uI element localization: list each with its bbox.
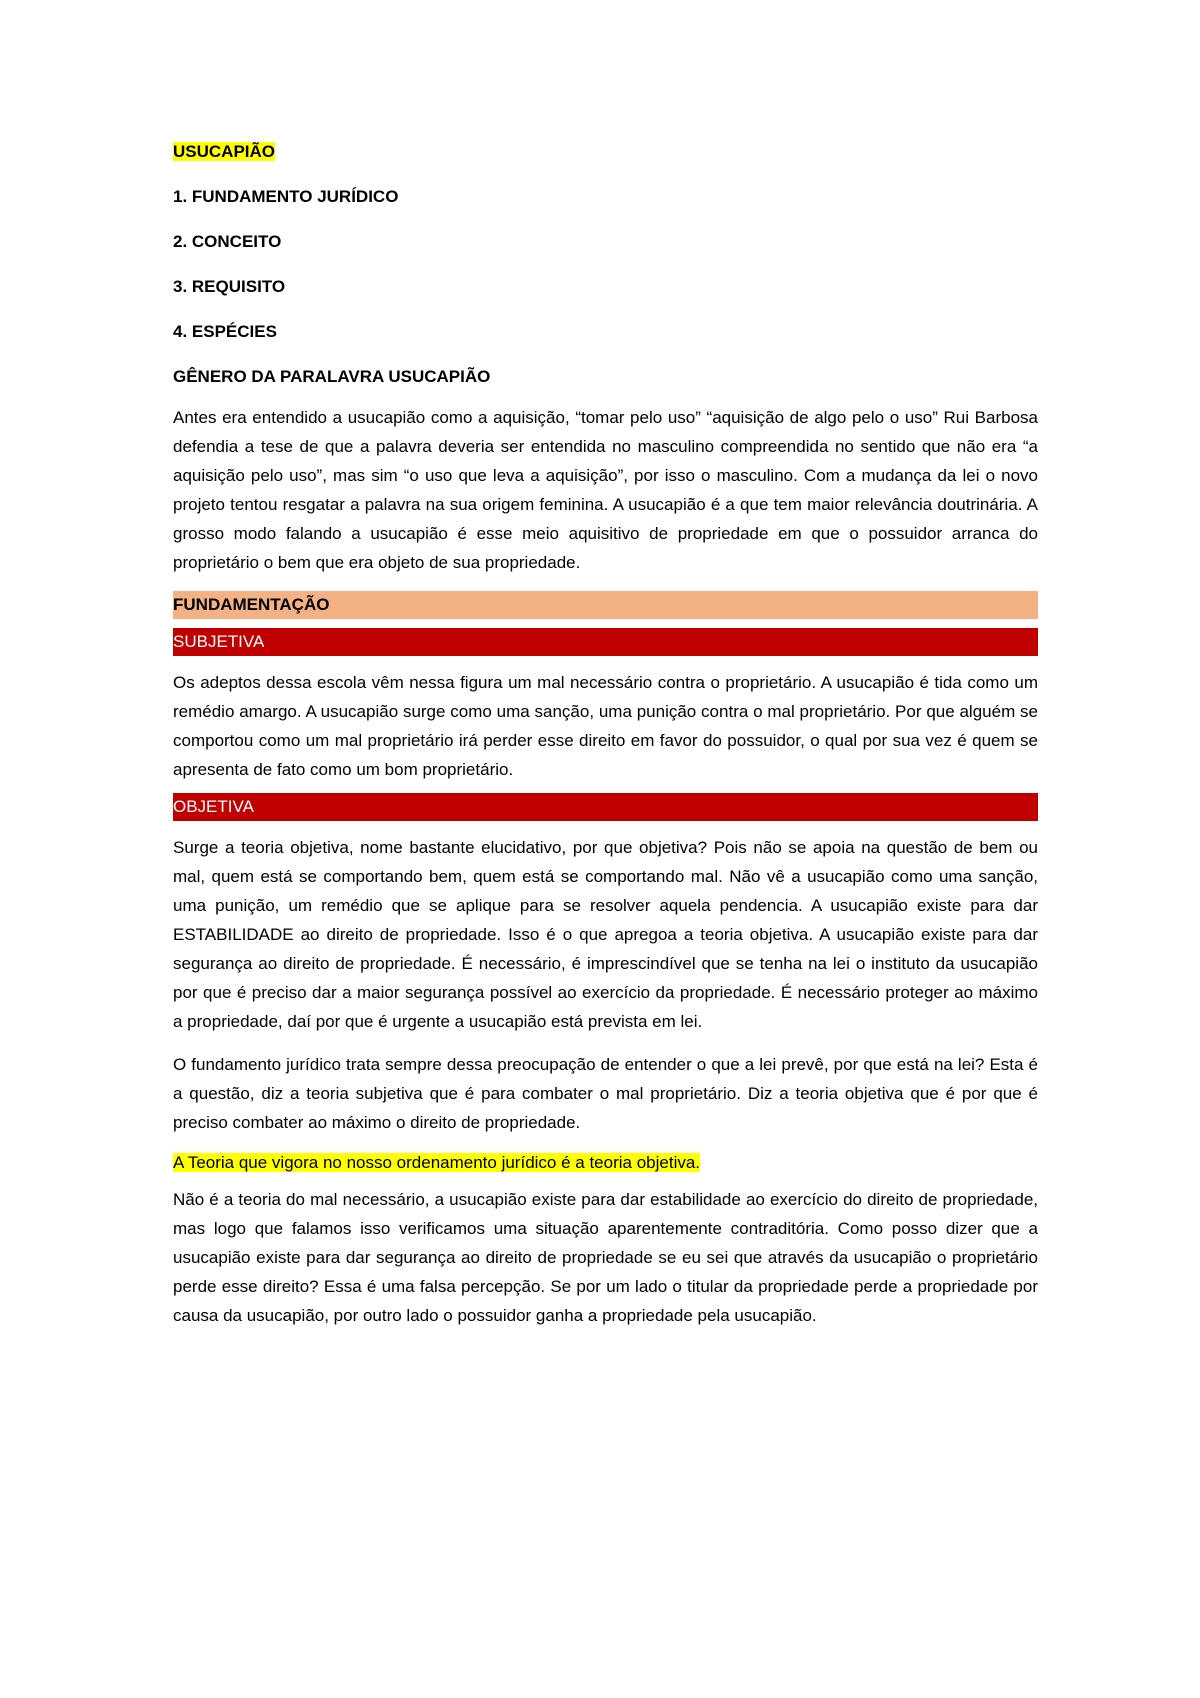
outline-item-2: 2. CONCEITO — [173, 232, 282, 251]
objetiva-paragraph-3: Não é a teoria do mal necessário, a usucapião existe para dar estabilidade ao exercício do direito de propriedade, mas logo que falamos isso verificamos uma situação aparentemente contraditória. Como posso dizer que a usucapião existe para dar segurança ao direito de propriedade se eu sei que através da usucapião o proprietário perde esse direito? Essa é uma falsa percepção. Se por um lado o titular da propriedade perde a propriedade por causa da usucapião, por outro lado o possuidor ganha a propriedade pela usucapião. — [173, 1190, 1038, 1325]
objetiva-paragraph-2: O fundamento jurídico trata sempre dessa preocupação de entender o que a lei prevê, por que está na lei? Esta é a questão, diz a teoria subjetiva que é para combater o mal proprietário. Diz a teoria objetiva que é por que é preciso combater ao máximo o direito de propriedade. — [173, 1055, 1038, 1132]
outline-item-4: 4. ESPÉCIES — [173, 322, 277, 341]
genero-heading: GÊNERO DA PARALAVRA USUCAPIÃO — [173, 367, 491, 386]
teoria-vigente-highlight: A Teoria que vigora no nosso ordenamento jurídico é a teoria objetiva. — [173, 1153, 701, 1172]
objetiva-paragraph-1: Surge a teoria objetiva, nome bastante elucidativo, por que objetiva? Pois não se apoia na questão de bem ou mal, quem está se comportando bem, quem está se comportando mal. Não vê a usucapião como uma sanção, uma punição, um remédio que se aplique para se resolver aquela pendencia. A usucapião existe para dar ESTABILIDADE ao direito de propriedade. Isso é o que apregoa a teoria objetiva. A usucapião existe para dar segurança ao direito de propriedade. É necessário, é imprescindível que se tenha na lei o instituto da usucapião por que é preciso dar a maior segurança possível ao exercício da propriedade. É necessário proteger ao máximo a propriedade, daí por que é urgente a usucapião está prevista em lei. — [173, 838, 1038, 1031]
document-page — [173, 140, 1038, 1339]
outline-item-1: 1. FUNDAMENTO JURÍDICO — [173, 187, 399, 206]
title-highlight: USUCAPIÃO — [173, 142, 276, 161]
subjetiva-heading-bar: SUBJETIVA — [173, 628, 1038, 656]
genero-paragraph: Antes era entendido a usucapião como a aquisição, “tomar pelo uso” “aquisição de algo pelo o uso” Rui Barbosa defendia a tese de que a palavra deveria ser entendida no masculino compreendida no sentido que não era “a aquisição pelo uso”, mas sim “o uso que leva a aquisição”, por isso o masculino. Com a mudança da lei o novo projeto tentou resgatar a palavra na sua origem feminina. A usucapião é a que tem maior relevância doutrinária. A grosso modo falando a usucapião é esse meio aquisitivo de propriedade em que o possuidor arranca do proprietário o bem que era objeto de sua propriedade. — [173, 408, 1038, 572]
teoria-vigente-line — [173, 1149, 1038, 1177]
subjetiva-paragraph: Os adeptos dessa escola vêm nessa figura um mal necessário contra o proprietário. A usucapião é tida como um remédio amargo. A usucapião surge como uma sanção, uma punição contra o mal proprietário. Por que alguém se comportou como um mal proprietário irá perder esse direito em favor do possuidor, o qual por sua vez é quem se apresenta de fato como um bom proprietário. — [173, 673, 1038, 779]
objetiva-heading-bar: OBJETIVA — [173, 793, 1038, 821]
outline-item-3: 3. REQUISITO — [173, 277, 286, 296]
fundamentacao-heading-bar: FUNDAMENTAÇÃO — [173, 591, 1038, 619]
document-title — [173, 140, 1038, 164]
